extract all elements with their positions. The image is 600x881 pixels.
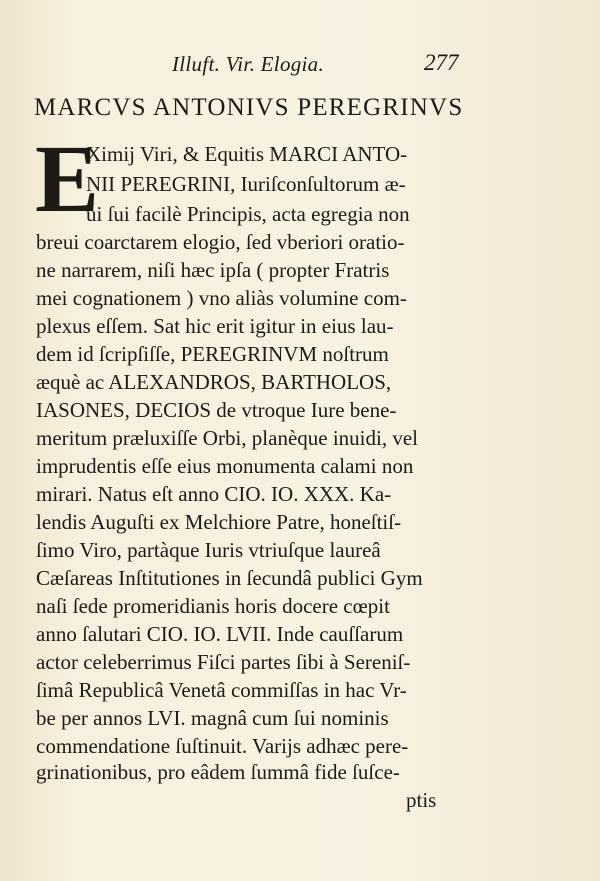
text-line: ne narrarem, niſi hæc ipſa ( propter Fratris <box>36 258 390 282</box>
text-line: breui coarctarem elogio, ſed vberiori oratio- <box>36 230 405 254</box>
text-line: IASONES, DECIOS de vtroque Iure bene- <box>36 398 397 422</box>
text-line: mirari. Natus eſt anno CIO. IO. XXX. Ka- <box>36 482 392 506</box>
page-number: 277 <box>424 50 459 75</box>
page-title: MARCVS ANTONIVS PEREGRINVS <box>34 94 464 121</box>
text-line: ui ſui facilè Principis, acta egregia non <box>86 202 410 226</box>
text-line: lendis Auguſti ex Melchiore Patre, honeſtiſ- <box>36 510 402 534</box>
running-head: Illuft. Vir. Elogia. <box>172 52 325 76</box>
text-line: meritum præluxiſſe Orbi, planèque inuidi, vel <box>36 426 419 450</box>
text-line: grinationibus, pro eâdem ſummâ fide ſuſce- <box>36 760 400 784</box>
text-line: NII PEREGRINI, Iuriſconſultorum æ- <box>86 172 406 196</box>
text-line: ſimo Viro, partàque Iuris vtriuſque laureâ <box>36 538 381 562</box>
text-line: ſimâ Republicâ Venetâ commiſſas in hac Vr- <box>36 678 407 702</box>
text-line: imprudentis eſſe eius monumenta calami non <box>36 454 414 478</box>
text-line: plexus eſſem. Sat hic erit igitur in eius lau- <box>36 314 394 338</box>
drop-cap: E <box>35 125 100 232</box>
text-line: be per annos LVI. magnâ cum ſui nominis <box>36 706 389 730</box>
text-line: actor celeberrimus Fiſci partes ſibi à Sereniſ- <box>36 650 411 674</box>
text-line: mei cognationem ) vno aliàs volumine com- <box>36 286 407 310</box>
text-line: dem id ſcripſiſſe, PEREGRINVM noſtrum <box>36 342 389 366</box>
text-line: Ximij Viri, & Equitis MARCI ANTO- <box>86 142 408 166</box>
text-line: æquè ac ALEXANDROS, BARTHOLOS, <box>36 370 392 394</box>
text-line: naſi ſede promeridianis horis docere cœpit <box>36 594 390 618</box>
text-line: commendatione ſuſtinuit. Varijs adhæc pere- <box>36 734 409 758</box>
catchword: ptis <box>406 788 437 812</box>
text-line: anno ſalutari CIO. IO. LVII. Inde cauſſarum <box>36 622 404 646</box>
text-line: Cæſareas Inſtitutiones in ſecundâ publici Gym <box>36 566 423 590</box>
